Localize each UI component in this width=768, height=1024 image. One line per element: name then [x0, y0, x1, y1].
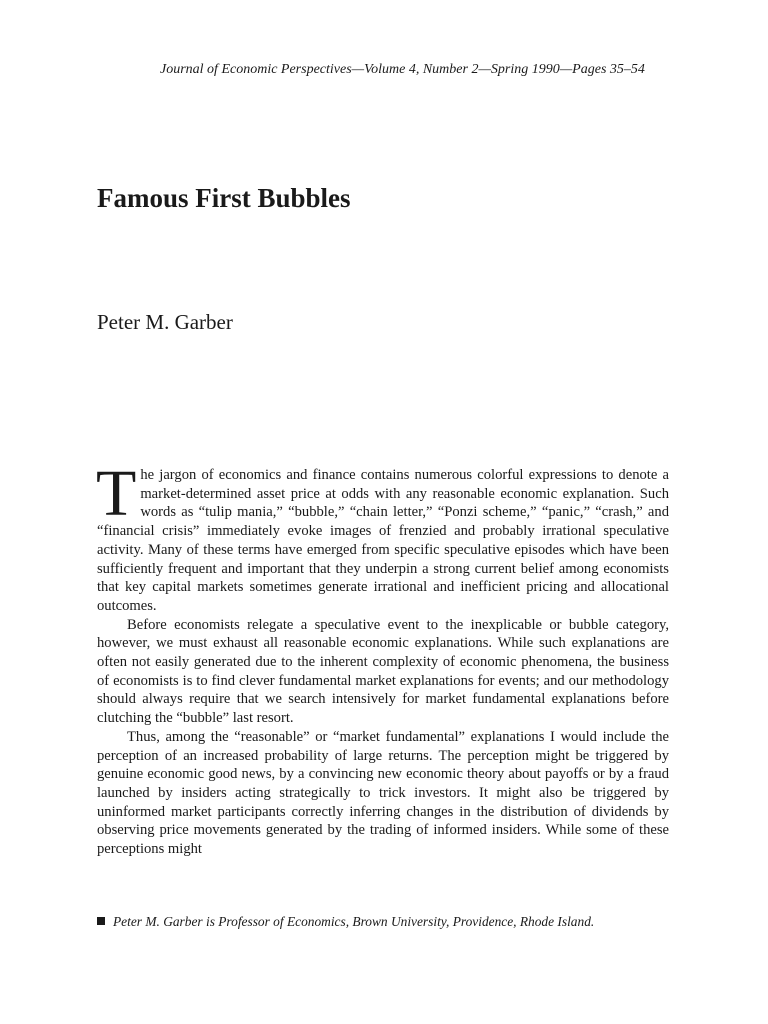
- paragraph-1-text: he jargon of economics and finance contains numerous colorful expressions to denote a market-determined asset price at odds with any reasonable economic explanation. Such words as “tulip mania,” “bubble,” “chain letter,” “Ponzi scheme,” “panic,” “crash,” and “financial crisis” immediately evoke images of frenzied and probably irrational speculative activity. Many of these terms have emerged from specific speculative episodes which have been sufficiently frequent and important that they underpin a strong current belief among economists that key capital markets sometimes generate irrational and inefficient pricing and allocational outcomes.: [97, 467, 669, 614]
- article-body: [96, 457, 669, 859]
- article-title: Famous First Bubbles: [97, 183, 351, 213]
- paragraph-3: Thus, among the “reasonable” or “market fundamental” explanations I would include the perception of an increased probability of large returns. The perception might be triggered by genuine economic good news, by a convincing new economic theory about payoffs or by a fraud launched by insiders acting strategically to trick investors. It might also be triggered by uninformed market participants correctly inferring changes in the distribution of dividends by observing price movements generated by the trading of informed insiders. While some of these perceptions might: [97, 728, 669, 858]
- paragraph-2: Before economists relegate a speculative event to the inexplicable or bubble category, however, we must exhaust all reasonable economic explanations. While such explanations are often not easily generated due to the inherent complexity of economic phenomena, the business of economists is to find clever fundamental market explanations for events; and our methodology should always require that we search intensively for market fundamental explanations before clutching the “bubble” last resort.: [97, 616, 669, 727]
- author-footnote: [97, 914, 594, 930]
- article-author: Peter M. Garber: [97, 310, 233, 334]
- paragraph-1: [96, 457, 669, 616]
- footnote-text: Peter M. Garber is Professor of Economics, Brown University, Providence, Rhode Island.: [113, 914, 595, 929]
- square-bullet-icon: [97, 917, 105, 925]
- drop-cap: T: [96, 457, 137, 530]
- running-head: Journal of Economic Perspectives—Volume 4, Number 2—Spring 1990—Pages 35–54: [160, 62, 645, 77]
